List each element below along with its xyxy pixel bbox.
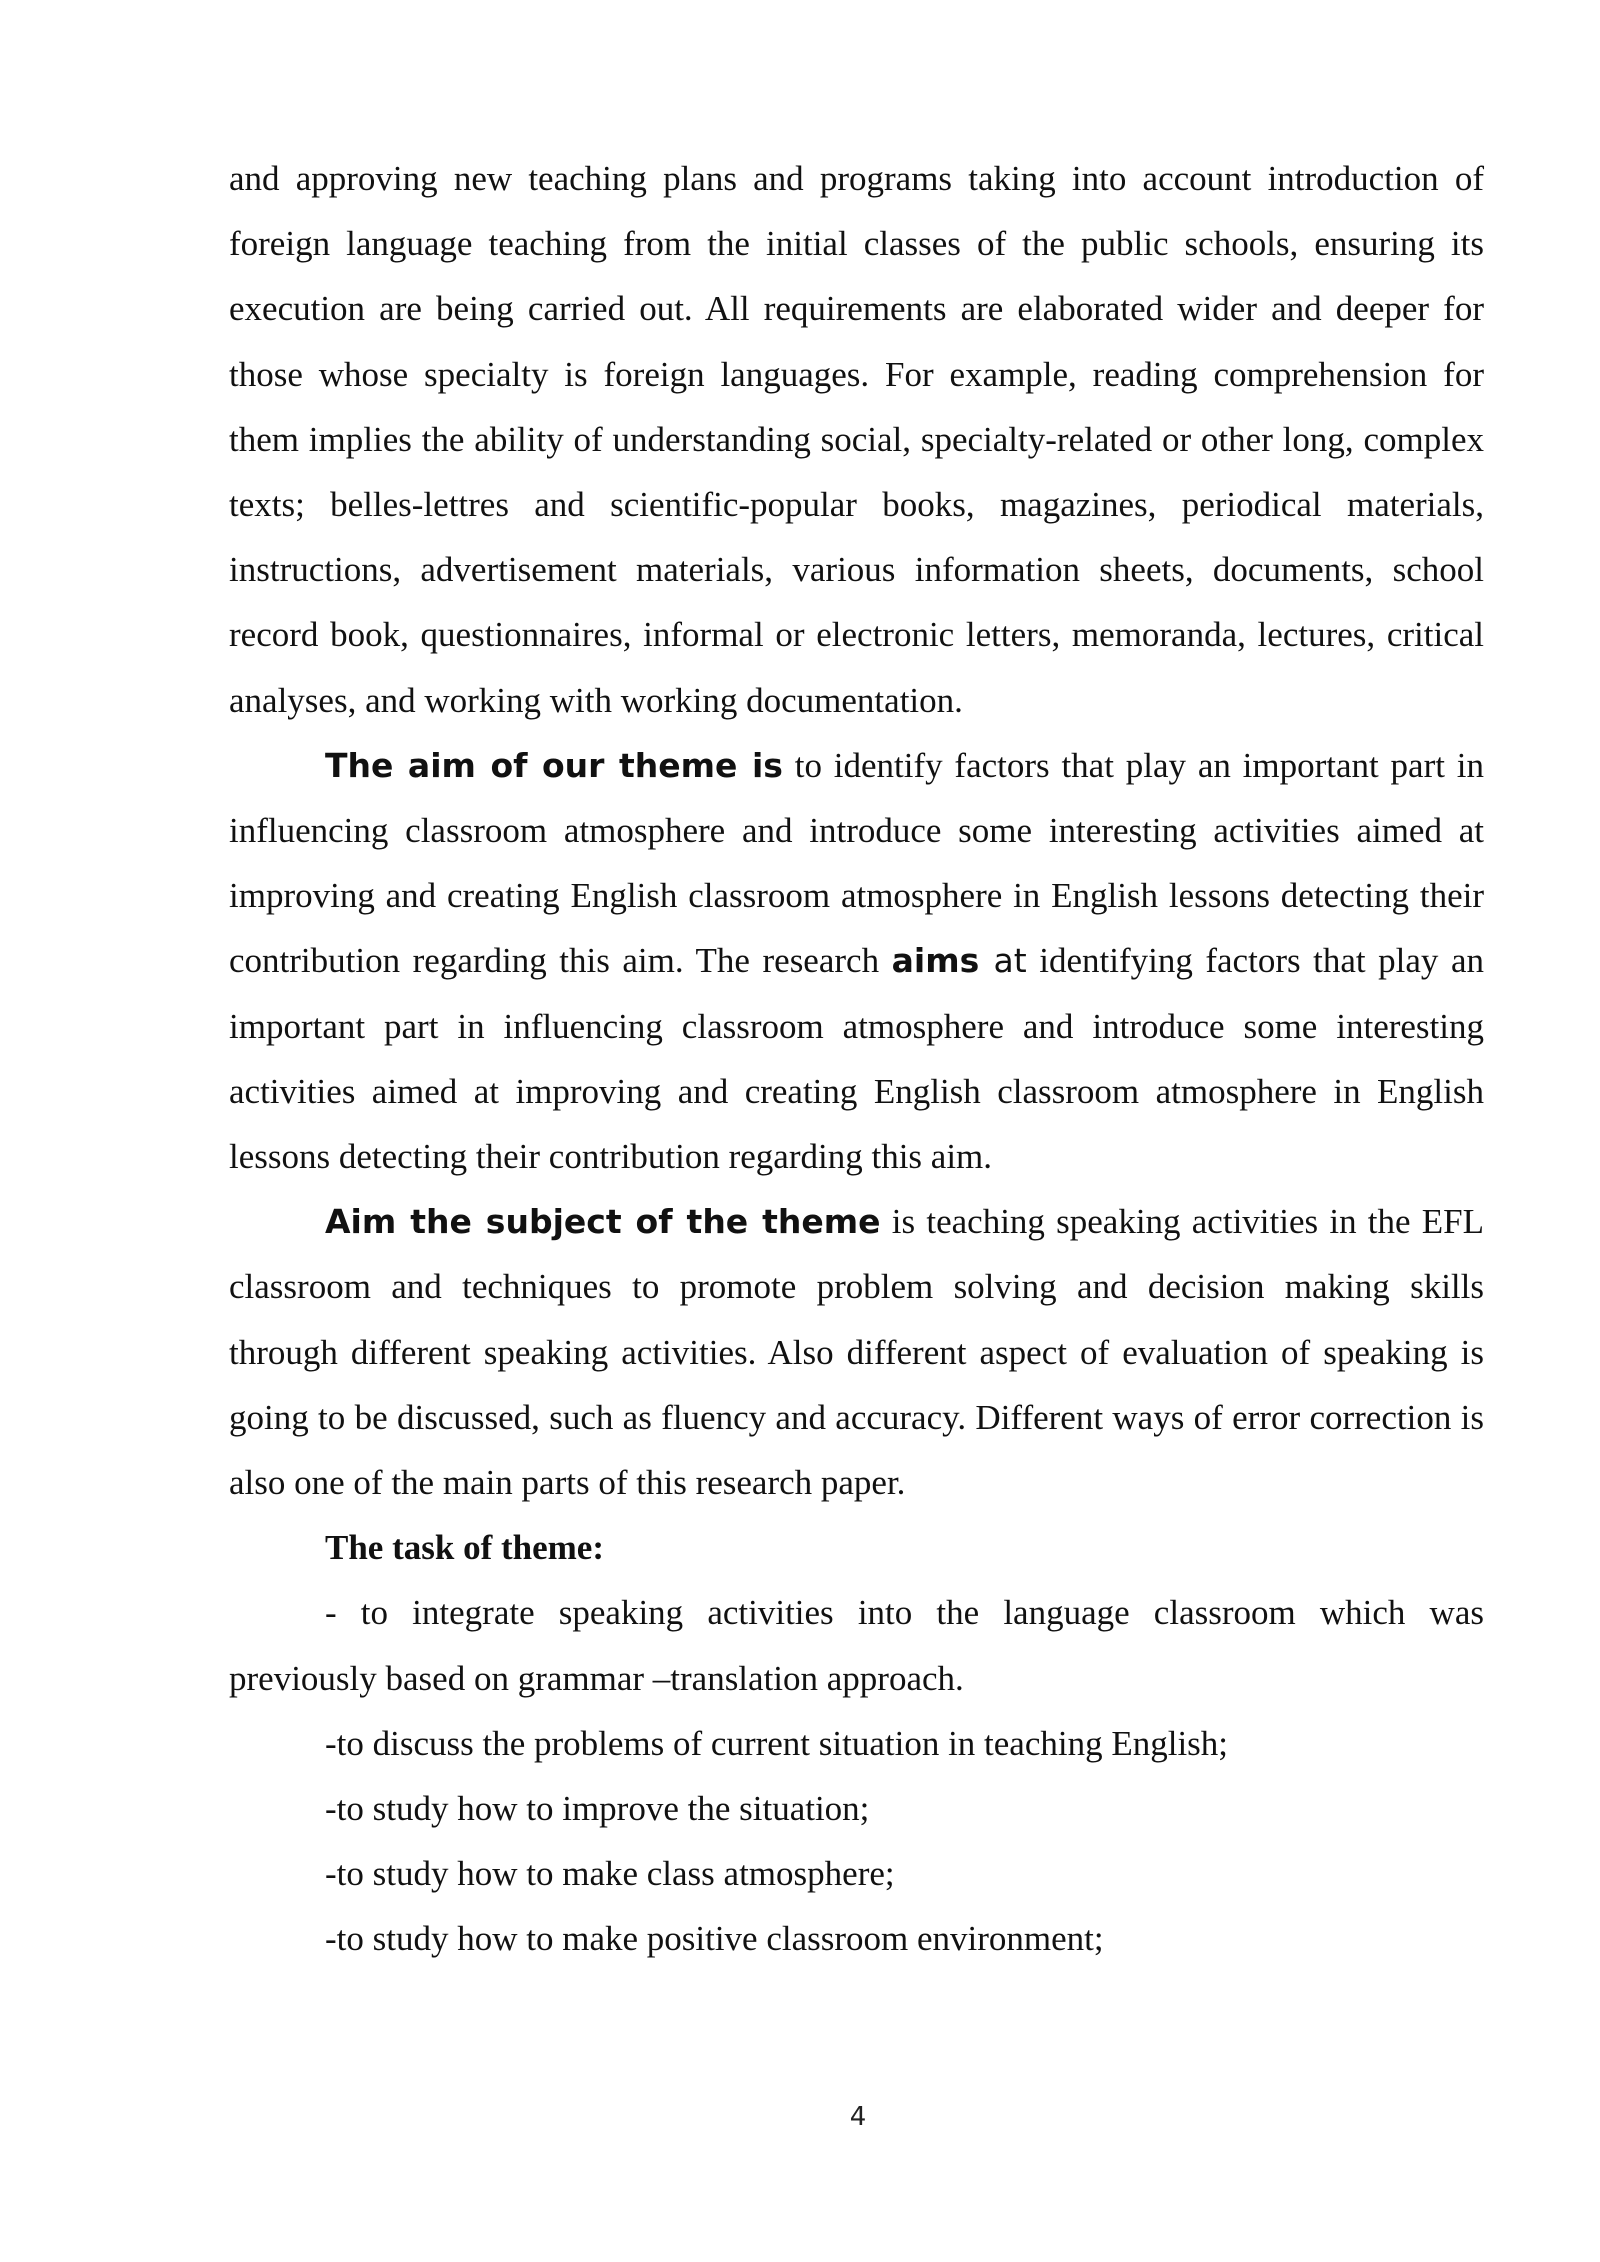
aim-text: to identify factors that play an important part in influencing classroom atmosphere and introduce some interesting activities aimed at improving and creating English classroom atmosphere in English lessons detecting their contribution regarding this aim. The research [229, 745, 1484, 981]
subject-text: is teaching speaking activities in the EFL classroom and techniques to promote problem solving and decision making skills through different speaking activities. Also different aspect of evaluation of speaking is going to be discussed, such as fluency and accuracy. Different ways of error correction is also one of the main parts of this research paper. [229, 1202, 1484, 1503]
task-item-1: - to integrate speaking activities into the language classroom which was previously based on grammar –translation approach. [229, 1593, 1484, 1698]
paragraph-aim [229, 733, 1484, 1189]
task-item-5: -to study how to make positive classroom environment; [325, 1919, 1104, 1959]
task-item-4: -to study how to make class atmosphere; [325, 1854, 895, 1894]
paragraph-subject [229, 1189, 1484, 1515]
task-item-2: -to discuss the problems of current situation in teaching English; [325, 1723, 1229, 1763]
page-body [229, 146, 1484, 1972]
aim-heading: The aim of our theme is [325, 745, 783, 785]
at-keyword: at [979, 941, 1027, 981]
task-item-3: -to study how to improve the situation; [325, 1789, 870, 1829]
paragraph-intro: and approving new teaching plans and programs taking into account introduction of foreign language teaching from the initial classes of the public schools, ensuring its execution are being carried out. All requirements are elaborated wider and deeper for those whose specialty is foreign languages. For example, reading comprehension for them implies the ability of understanding social, specialty-related or other long, complex texts; belles-lettres and scientific-popular books, magazines, periodical materials, instructions, advertisement materials, various information sheets, documents, school record book, questionnaires, informal or electronic letters, memoranda, lectures, critical analyses, and working with working documentation. [229, 159, 1484, 720]
aims-keyword: aims [891, 941, 980, 981]
subject-heading: Aim the subject of the theme [325, 1202, 881, 1242]
task-heading: The task of theme: [325, 1528, 604, 1568]
page-number: 4 [849, 2102, 867, 2132]
aim-text-continued: identifying factors that play an important part in influencing classroom atmosphere and introduce some interesting activities aimed at improving and creating English classroom atmosphere in English lessons detecting their contribution regarding this aim. [229, 941, 1485, 1177]
